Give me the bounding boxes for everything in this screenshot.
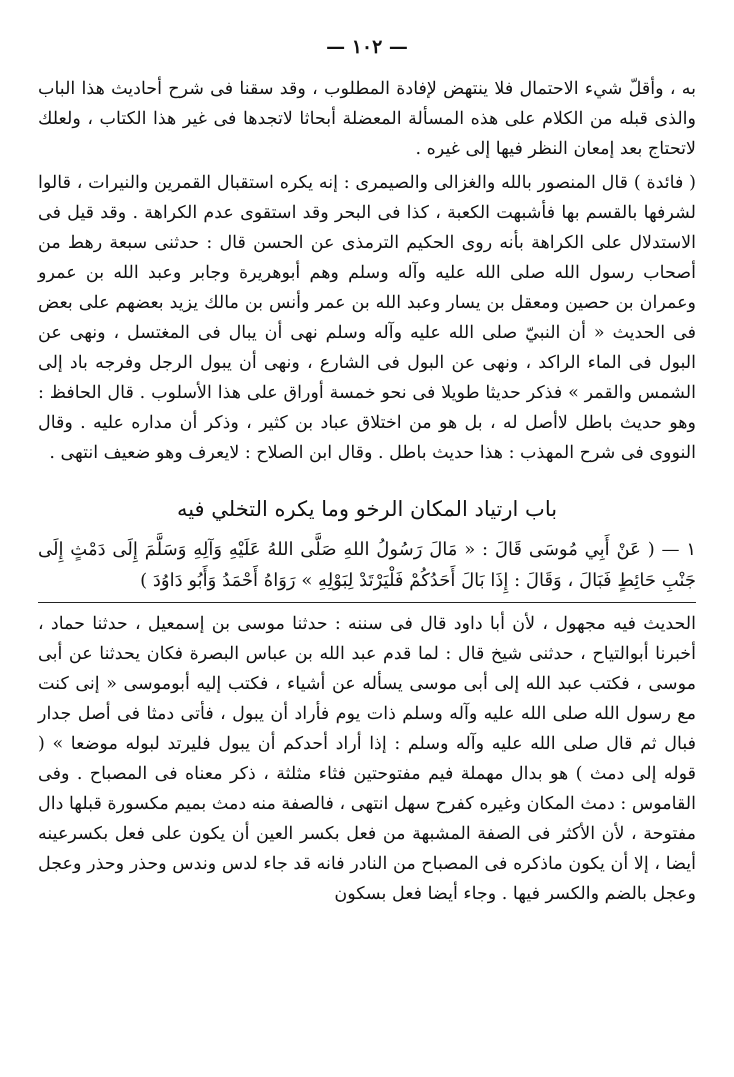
paragraph-commentary: الحديث فيه مجهول ، لأن أبا داود قال فى سننه : حدثنا موسى بن إسمعيل ، حدثنا حماد ، أخبرنا أبوالتياح ، حدثنى شيخ قال : لما قدم عبد الله بن عباس البصرة فكان يحدثنا عن أبى موسى ، فكتب عبد الله إلى أبى موسى يسأله عن أشياء ، فكتب إليه أبوموسى « إنى كنت مع رسول الله صلى الله عليه وآله وسلم ذات يوم فأراد أن يبول ، فأتى دمثا فى أصل جدار فبال ثم قال صلى الله عليه وآله وسلم : إذا أراد أحدكم أن يبول فليرتد لبوله موضعا » ( قوله إلى دمث ) هو بدال مهملة فيم مفتوحتين فثاء مثلثة ، ذكر معناه فى المصباح . وفى القاموس : دمث المكان وغيره كفرح سهل انتهى ، فالصفة منه دمث بميم مكسورة قبلها دال مفتوحة ، لأن الأكثر فى الصفة المشبهة من فعل بكسر العين أن يكون على فعل بكسرعينه أيضا ، إلا أن يكون ماذكره فى المصباح من النادر فانه قد جاء لدس وندس وحذر وحذر وعجل وعجل بالضم والكسر فيها . وجاء أيضا فعل بسكون xyxy=(38,614,696,904)
hadith-text: ١ — ( عَنْ أَبِي مُوسَى قَالَ : « مَالَ رَسُولُ اللهِ صَلَّى اللهُ عَلَيْهِ وَآلِهِ وَسَلَّمَ إِلَى دَمْثٍ إِلَى جَنْبِ حَائِطٍ فَبَالَ ، وَقَالَ : إِذَا بَالَ أَحَدُكُمْ فَلْيَرْتَدْ لِبَوْلِهِ » رَوَاهُ أَحْمَدُ وَأَبُو دَاوُدَ ) xyxy=(38,539,696,591)
page-number: — ١٠٢ — xyxy=(326,36,408,58)
chapter-heading: باب ارتياد المكان الرخو وما يكره التخلي فيه xyxy=(176,497,558,521)
separator-rule xyxy=(38,602,696,603)
paragraph-benefit-note: ( فائدة ) قال المنصور بالله والغزالى والصيمرى : إنه يكره استقبال القمرين والنيرات ، قالوا لشرفها بالقسم بها فأشبهت الكعبة ، كذا فى البحر وقد استقوى عدم الكراهة . وقد قيل فى الاستدلال على الكراهة بأنه روى الحكيم الترمذى عن الحسن قال : حدثنى سبعة رهط من أصحاب رسول الله صلى الله عليه وآله وسلم وهم أبوهريرة وجابر وعبد الله بن عمرو وعمران بن حصين ومعقل بن يسار وعبد الله بن عمر وأنس بن مالك يزيد بعضهم على بعض فى الحديث « أن النبيّ صلى الله عليه وآله وسلم نهى أن يبال فى المغتسل ، ونهى عن البول فى الماء الراكد ، ونهى عن البول فى الشارع ، ونهى أن يبول الرجل وفرجه باد إلى الشمس والقمر » فذكر حديثا طويلا فى نحو خمسة أوراق على هذا الأسلوب . قال الحافظ : وهو حديث باطل لاأصل له ، بل هو من اختلاق عباد بن كثير ، وذكر أن مداره عليه . وقال النووى فى شرح المهذب : هذا حديث باطل . وقال ابن الصلاح : لايعرف وهو ضعيف انتهى . xyxy=(38,173,696,463)
paragraph-opening: به ، وأقلّ شيء الاحتمال فلا ينتهض لإفادة المطلوب ، وقد سقنا فى شرح أحاديث هذا الباب والذى قبله من الكلام على هذه المسألة المعضلة أبحاثا لاتجدها فى غير هذا الكتاب ، ولعلك لاتحتاج بعد إمعان النظر فيها إلى غيره . xyxy=(38,79,696,159)
